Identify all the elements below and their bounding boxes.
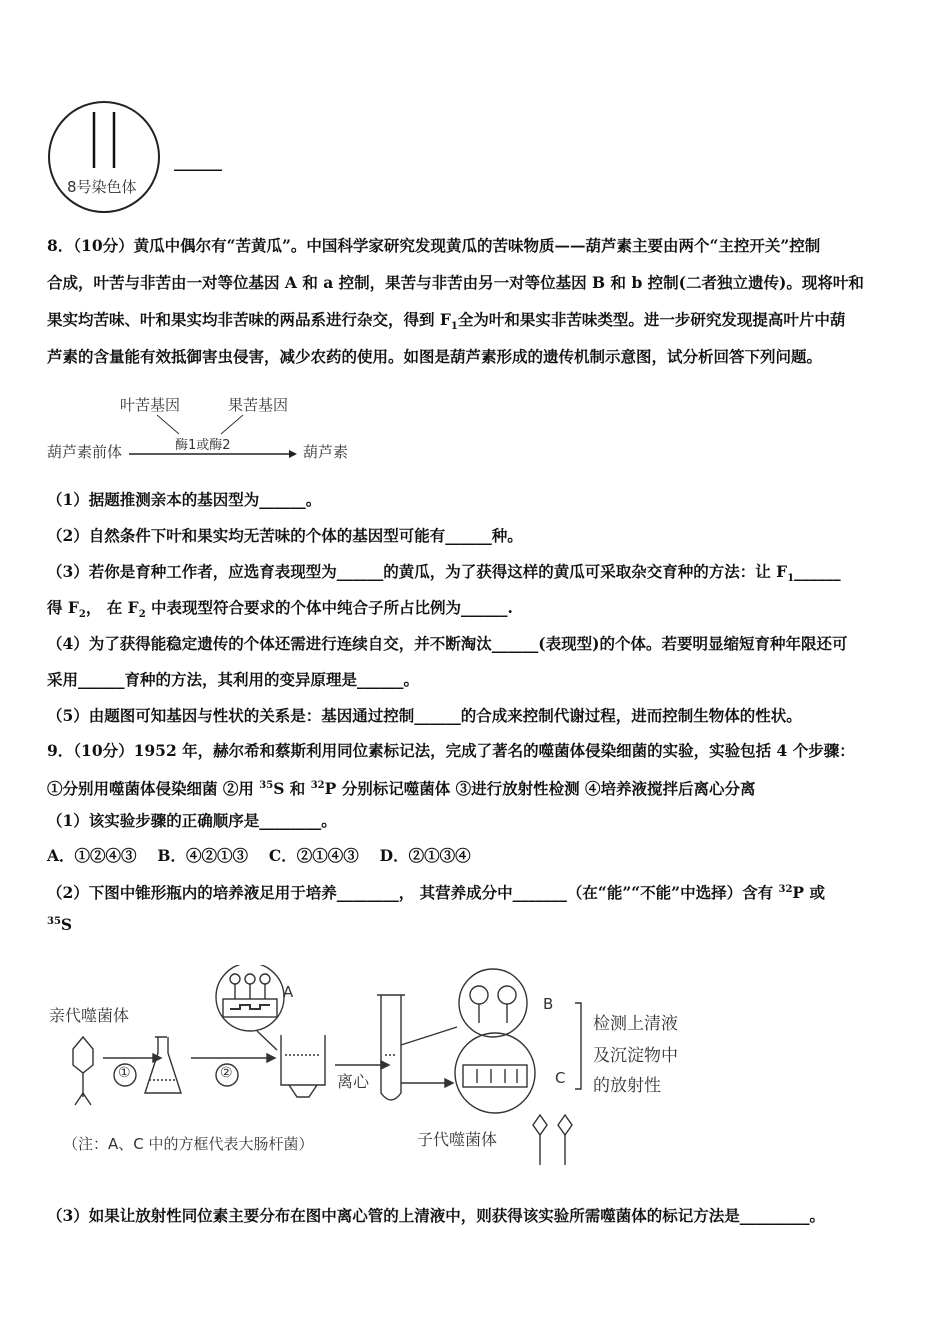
parent-phage-icon [73,1037,93,1073]
q8-sub4-line1: （4）为了获得能稳定遗传的个体还需进行连续自交，并不断淘汰______(表现型)的个体。若要明显缩短育种年限还可 [47,634,848,653]
q8-sub1: （1）据题推测亲本的基因型为______。 [47,490,322,509]
label-b: B [543,995,554,1013]
magnified-c-circle [455,1033,535,1113]
detect-line2: 及沉淀物中 [593,1046,678,1066]
step2-label: ② [220,1065,233,1081]
chromosome-figure [45,100,165,215]
chromosome-label: 8号染色体 [67,178,137,196]
step1-label: ① [118,1065,131,1081]
offspring-label: 子代噬菌体 [417,1130,498,1149]
q8-line3: 果实均苦味、叶和果实均非苦味的两品系进行杂交，得到 $F_1$全为叶和果实非苦味类型。进一步研究发现提高叶片中葫 [47,310,846,333]
q8-header: 8．（10分）黄瓜中偶尔有“苦黄瓜”。中国科学家研究发现黄瓜的苦味物质——葫芦素主要由两个“主控开关”控制 [47,236,821,255]
chromosome-circle-icon [45,100,165,215]
test-tube-icon [381,995,401,1100]
q9-sub2-line1: （2）下图中锥形瓶内的培养液足用于培养________， 其营养成分中_______（在“能”“不能”中选择）含有 $^{32}$P 或 [47,883,825,903]
magnified-b-circle [459,969,527,1037]
q9-header: 9．（10分）1952 年，赫尔希和蔡斯利用同位素标记法，完成了著名的噬菌体侵染细菌的实验，实验包括 4 个步骤： [47,741,855,760]
flask-icon [145,1037,181,1093]
phage-experiment-figure [45,965,725,1175]
label-a: A [283,983,294,1001]
q9-sub2-line2: $^{35}$S [47,915,73,935]
enzyme-label: 酶1或酶2 [175,438,231,453]
q9-sub3: （3）如果让放射性同位素主要分布在图中离心管的上清液中，则获得该实验所需噬菌体的标记方法是_________。 [47,1206,826,1225]
chromosome-blank: ______ [174,152,222,171]
precursor-label: 葫芦素前体 [47,443,123,461]
detect-line3: 的放射性 [593,1076,661,1096]
q9-sub1: （1）该实验步骤的正确顺序是________。 [47,811,337,830]
gene-pathway-diagram [45,388,365,468]
q8-sub5: （5）由题图可知基因与性状的关系是：基因通过控制______的合成来控制代谢过程，进而控制生物体的性状。 [47,706,802,725]
detect-line1: 检测上清液 [593,1014,678,1034]
beaker-icon [281,1035,325,1085]
figure-note: （注：A、C 中的方框代表大肠杆菌） [63,1135,314,1153]
q8-line2: 合成，叶苦与非苦由一对等位基因 A 和 a 控制，果苦与非苦由另一对等位基因 B 和 b 控制(二者独立遗传)。现将叶和 [47,273,864,292]
q9-options: A．①②④③ B．④②①③ C．②①④③ D．②①③④ [47,846,471,865]
label-c: C [555,1069,566,1087]
q8-sub3-line1: （3）若你是育种工作者，应选育表现型为______的黄瓜，为了获得这样的黄瓜可采取杂交育种的方法：让 $F_1\_\_\_\_\_\_$ [47,562,841,585]
product-label: 葫芦素 [303,443,349,461]
centrifuge-label: 离心 [337,1072,370,1091]
bracket-icon [575,1003,581,1089]
q9-steps: ①分别用噬菌体侵染细菌 ②用 $^{35}$S 和 $^{32}$P 分别标记噬菌体 ③进行放射性检测 ④培养液搅拌后离心分离 [47,779,756,799]
q8-line4: 芦素的含量能有效抵御害虫侵害，减少农药的使用。如图是葫芦素形成的遗传机制示意图，试分析回答下列问题。 [47,347,823,366]
parent-phage-label: 亲代噬菌体 [49,1006,130,1025]
q8-sub2: （2）自然条件下叶和果实均无苦味的个体的基因型可能有______种。 [47,526,523,545]
leaf-gene-label: 叶苦基因 [120,396,181,414]
q8-sub4-line2: 采用______育种的方法，其利用的变异原理是______。 [47,670,420,689]
q8-sub3-line2: 得 $F_2$， 在 $F_2$ 中表现型符合要求的个体中纯合子所占比例为______. [47,598,513,621]
fruit-gene-label: 果苦基因 [228,396,289,414]
